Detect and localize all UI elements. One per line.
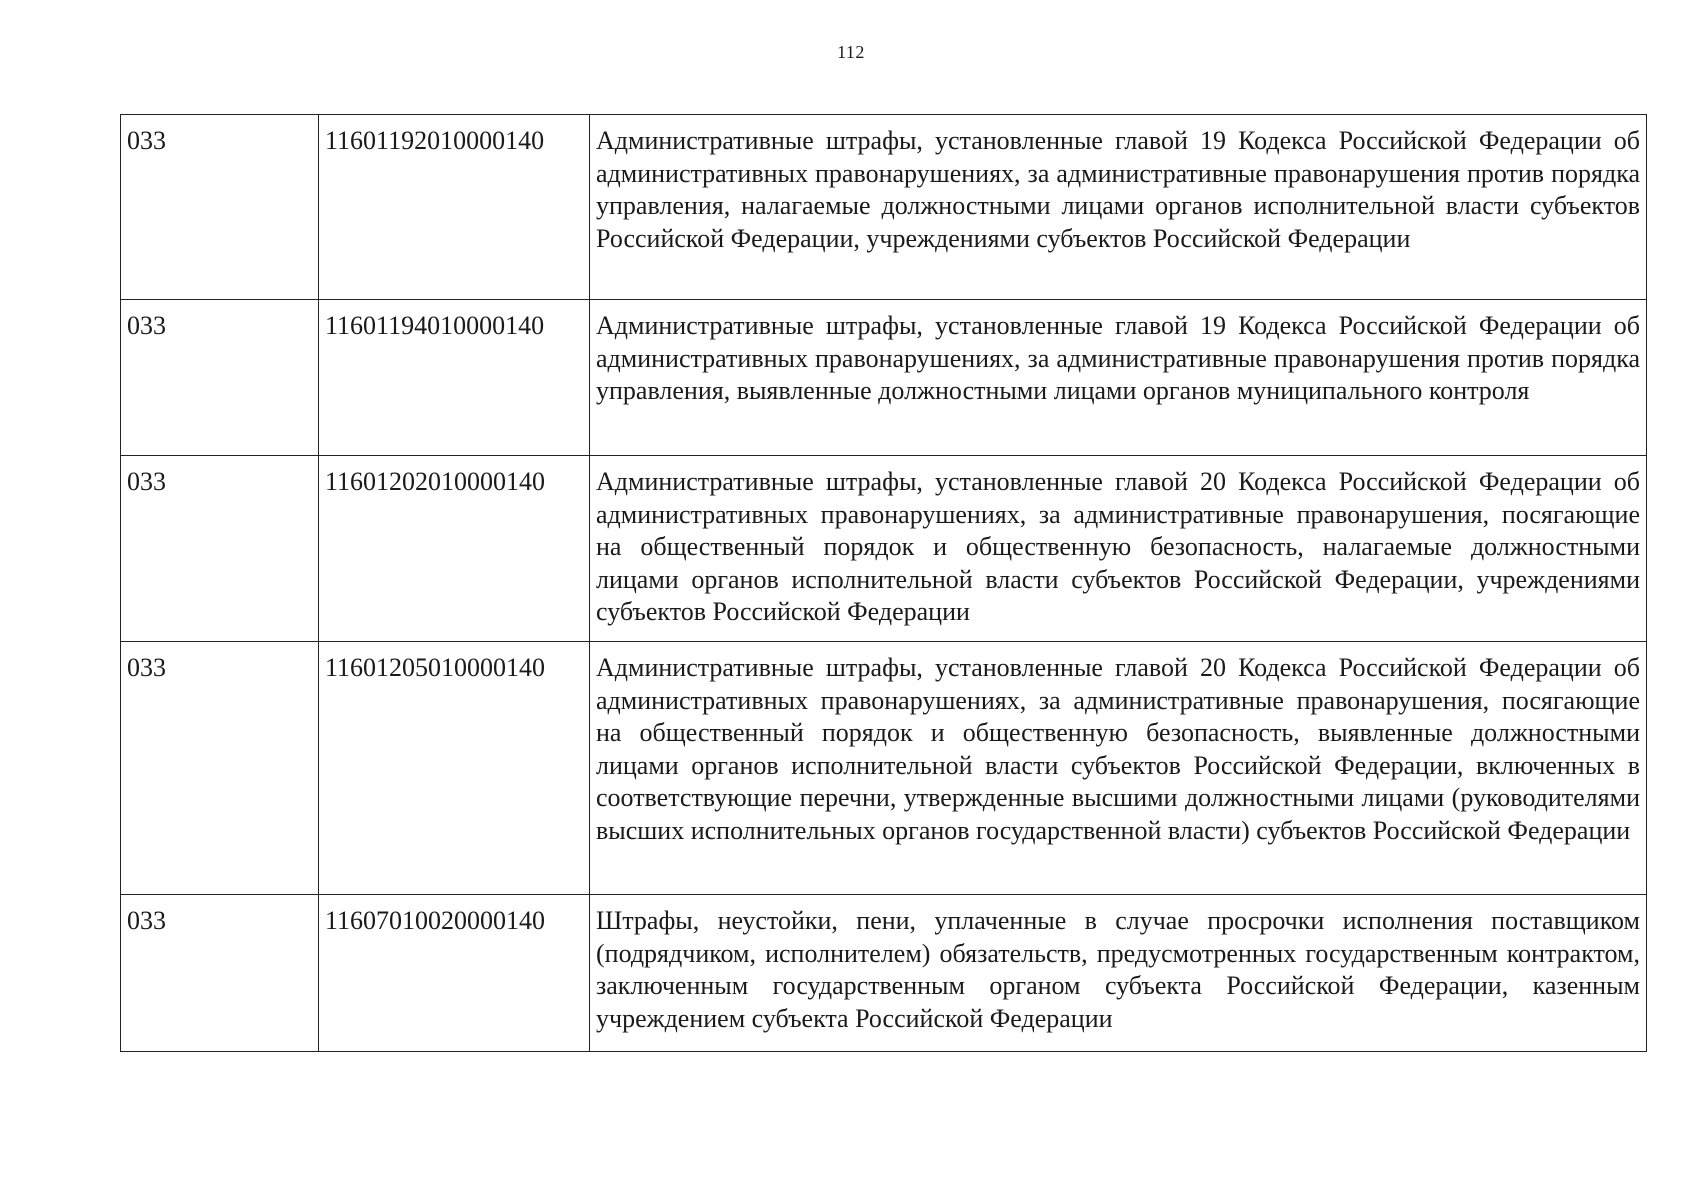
kbk-code-cell: 11601205010000140 (319, 642, 590, 895)
description-cell: Штрафы, неустойки, пени, уплаченные в случае просрочки исполнения поставщиком (подрядчиком, исполнителем) обязательств, предусмотренных государственным контрактом, заключенным государственным органом субъекта Российской Федерации, казенным учреждением субъекта Российской Федерации (590, 895, 1647, 1052)
revenue-codes-table (120, 114, 1647, 1052)
kbk-code-cell: 11601202010000140 (319, 456, 590, 642)
admin-code-cell: 033 (121, 115, 319, 300)
admin-code-cell: 033 (121, 642, 319, 895)
description-cell: Административные штрафы, установленные главой 19 Кодекса Российской Федерации об административных правонарушениях, за административные правонарушения против порядка управления, выявленные должностными лицами органов муниципального контроля (590, 300, 1647, 456)
description-cell: Административные штрафы, установленные главой 19 Кодекса Российской Федерации об административных правонарушениях, за административные правонарушения против порядка управления, налагаемые должностными лицами органов исполнительной власти субъектов Российской Федерации, учреждениями субъектов Российской Федерации (590, 115, 1647, 300)
table-row (121, 456, 1647, 642)
admin-code-cell: 033 (121, 456, 319, 642)
kbk-code-cell: 11601192010000140 (319, 115, 590, 300)
table-row (121, 895, 1647, 1052)
admin-code-cell: 033 (121, 895, 319, 1052)
table-row (121, 642, 1647, 895)
kbk-code-cell: 11601194010000140 (319, 300, 590, 456)
page-number: 112 (837, 42, 865, 62)
description-cell: Административные штрафы, установленные главой 20 Кодекса Российской Федерации об административных правонарушениях, за административные правонарушения, посягающие на общественный порядок и общественную безопасность, выявленные должностными лицами органов исполнительной власти субъектов Российской Федерации, включенных в соответствующие перечни, утвержденные высшими должностными лицами (руководителями высших исполнительных органов государственной власти) субъектов Российской Федерации (590, 642, 1647, 895)
table-row (121, 300, 1647, 456)
table-row (121, 115, 1647, 300)
description-cell: Административные штрафы, установленные главой 20 Кодекса Российской Федерации об административных правонарушениях, за административные правонарушения, посягающие на общественный порядок и общественную безопасность, налагаемые должностными лицами органов исполнительной власти субъектов Российской Федерации, учреждениями субъектов Российской Федерации (590, 456, 1647, 642)
kbk-code-cell: 11607010020000140 (319, 895, 590, 1052)
admin-code-cell: 033 (121, 300, 319, 456)
